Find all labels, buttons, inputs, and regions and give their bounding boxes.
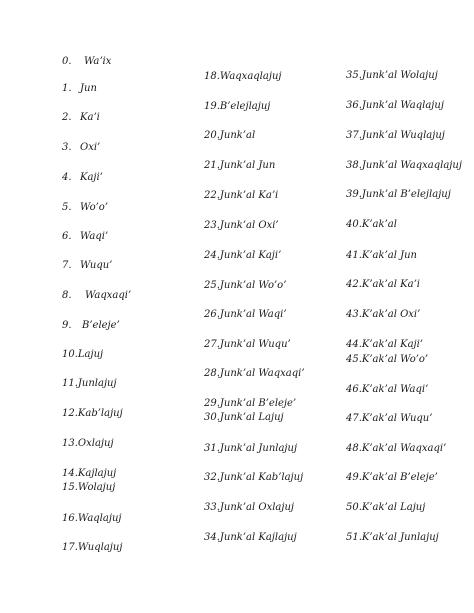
list-item: 13.Oxlajuj bbox=[62, 438, 114, 449]
list-item: 27.Junk’al Wuqu’ bbox=[204, 339, 291, 350]
list-item: 51.K’ak’al Junlajuj bbox=[346, 532, 439, 543]
list-item: 39.Junk’al B’elejlajuj bbox=[346, 189, 451, 200]
list-item: 12.Kab’lajuj bbox=[62, 408, 123, 419]
list-item: 10.Lajuj bbox=[62, 349, 104, 360]
list-item: 9. B’eleje’ bbox=[62, 320, 120, 331]
list-item: 32.Junk’al Kab’lajuj bbox=[204, 472, 304, 483]
list-item: 31.Junk’al Junlajuj bbox=[204, 443, 298, 454]
list-item: 44.K’ak’al Kaji’ bbox=[346, 339, 424, 350]
list-item: 0. Waʼix bbox=[62, 56, 112, 67]
list-item: 50.K’ak’al Lajuj bbox=[346, 502, 426, 513]
list-item: 8. Waqxaqi’ bbox=[62, 290, 132, 301]
list-item: 20.Junk’al bbox=[204, 130, 256, 141]
list-item: 33.Junk’al Oxlajuj bbox=[204, 502, 295, 513]
list-item: 22.Junk’al Kaʼi bbox=[204, 190, 279, 201]
list-item: 7. Wuqu’ bbox=[62, 260, 113, 271]
list-item: 37.Junk’al Wuqlajuj bbox=[346, 130, 445, 141]
list-item: 48.K’ak’al Waqxaqi’ bbox=[346, 443, 447, 454]
list-item: 45.K’ak’al Wo’o’ bbox=[346, 354, 429, 365]
list-item: 3. Oxi’ bbox=[62, 142, 101, 153]
list-item: 19.B’elejlajuj bbox=[204, 101, 271, 112]
list-item: 4. Kaji’ bbox=[62, 172, 103, 183]
list-item: 6. Waqi’ bbox=[62, 231, 109, 242]
list-item: 25.Junk’al Wo’o’ bbox=[204, 280, 287, 291]
list-item: 29.Junk’al B’eleje’ bbox=[204, 398, 297, 409]
list-item: 38.Junk’al Waqxaqlajuj bbox=[346, 160, 462, 171]
list-item: 30.Junk’al Lajuj bbox=[204, 412, 284, 423]
list-item: 28.Junk’al Waqxaqi’ bbox=[204, 368, 305, 379]
list-item: 16.Waqlajuj bbox=[62, 513, 122, 524]
list-item: 23.Junk’al Oxi’ bbox=[204, 220, 279, 231]
list-item: 42.K’ak’al Kaʼi bbox=[346, 279, 420, 290]
list-item: 26.Junk’al Waqi’ bbox=[204, 309, 287, 320]
list-item: 2. Kaʼi bbox=[62, 112, 100, 123]
list-item: 35.Junk’al Wolajuj bbox=[346, 70, 438, 81]
list-item: 17.Wuqlajuj bbox=[62, 542, 123, 553]
list-item: 36.Junk’al Waqlajuj bbox=[346, 100, 444, 111]
list-item: 41.K’ak’al Jun bbox=[346, 250, 417, 261]
list-item: 43.K’ak’al Oxi’ bbox=[346, 309, 421, 320]
list-item: 18.Waqxaqlajuj bbox=[204, 71, 282, 82]
list-item: 15.Wolajuj bbox=[62, 482, 116, 493]
list-item: 11.Junlajuj bbox=[62, 378, 117, 389]
list-item: 24.Junk’al Kaji’ bbox=[204, 250, 282, 261]
list-item: 5. Wo’o’ bbox=[62, 202, 108, 213]
list-item: 34.Junk’al Kajlajuj bbox=[204, 532, 297, 543]
list-item: 1. Jun bbox=[62, 83, 97, 94]
list-item: 47.K’ak’al Wuqu’ bbox=[346, 413, 433, 424]
list-item: 40.K’ak’al bbox=[346, 219, 397, 230]
list-item: 49.K’ak’al B’eleje’ bbox=[346, 472, 438, 483]
list-item: 14.Kajlajuj bbox=[62, 468, 117, 479]
list-item: 46.K’ak’al Waqi’ bbox=[346, 384, 429, 395]
list-item: 21.Junk’al Jun bbox=[204, 160, 276, 171]
